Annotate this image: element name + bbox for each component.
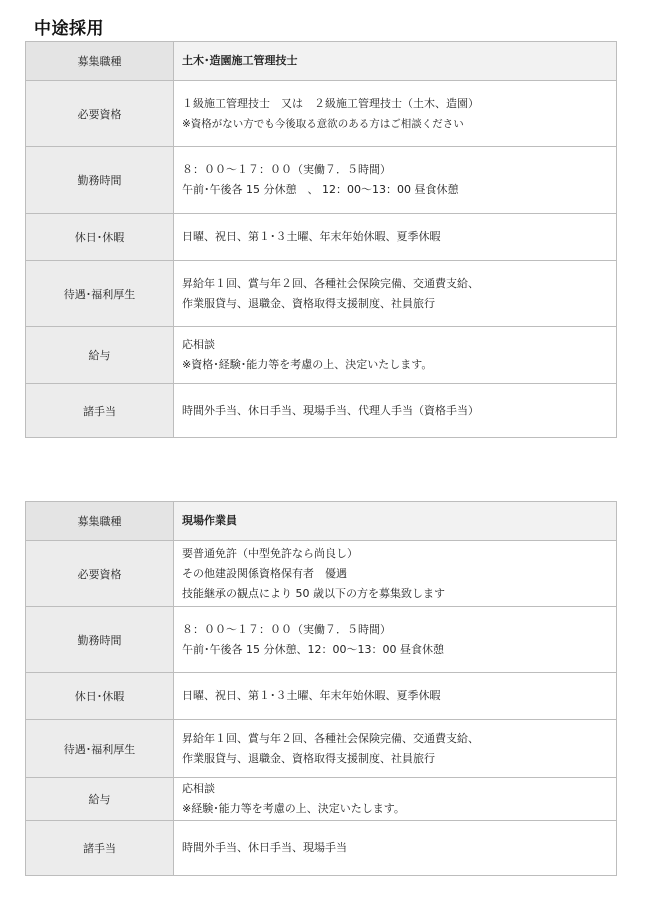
value-qualification <box>174 81 617 147</box>
value-holidays <box>174 214 617 261</box>
label-salary: 給与 <box>26 778 174 821</box>
value-position <box>174 502 617 541</box>
value-holidays <box>174 673 617 720</box>
label-position: 募集職種 <box>26 42 174 81</box>
row-working-hours <box>26 607 617 673</box>
value-line: ※資格･経験･能力等を考慮の上、決定いたします。 <box>182 358 433 371</box>
value-salary <box>174 327 617 384</box>
value-line: 午前･午後各 15 分休憩 、 12：00～13：00 昼食休憩 <box>182 183 459 196</box>
value-line: 日曜、祝日、第１･３土曜、年末年始休暇、夏季休暇 <box>182 230 441 243</box>
value-working-hours <box>174 147 617 214</box>
label-allowances: 諸手当 <box>26 384 174 438</box>
value-line: その他建設関係資格保有者 優遇 <box>182 566 347 580</box>
row-salary <box>26 778 617 821</box>
value-line: ※経験･能力等を考慮の上、決定いたします。 <box>182 802 405 815</box>
value-line: 土木･造園施工管理技士 <box>182 54 298 67</box>
label-benefits: 待遇･福利厚生 <box>26 720 174 778</box>
value-line: ※資格がない方でも今後取る意欲のある方はご相談ください <box>182 117 464 130</box>
label-holidays: 休日･休暇 <box>26 214 174 261</box>
row-allowances <box>26 384 617 438</box>
value-qualification <box>174 541 617 607</box>
row-qualification <box>26 541 617 607</box>
value-line: １級施工管理技士 又は ２級施工管理技士（土木、造園） <box>182 96 479 110</box>
job-table-civil-engineer <box>25 41 617 438</box>
label-qualification: 必要資格 <box>26 541 174 607</box>
label-holidays: 休日･休暇 <box>26 673 174 720</box>
row-holidays <box>26 673 617 720</box>
label-allowances: 諸手当 <box>26 821 174 876</box>
value-line: 午前･午後各 15 分休憩、12：00～13：00 昼食休憩 <box>182 642 444 656</box>
value-benefits <box>174 720 617 778</box>
row-working-hours <box>26 147 617 214</box>
value-line: 応相談 <box>182 782 215 795</box>
value-position <box>174 42 617 81</box>
label-position: 募集職種 <box>26 502 174 541</box>
value-working-hours <box>174 607 617 673</box>
label-working-hours: 勤務時間 <box>26 147 174 214</box>
value-allowances <box>174 384 617 438</box>
label-working-hours: 勤務時間 <box>26 607 174 673</box>
value-line: 時間外手当、休日手当、現場手当、代理人手当（資格手当） <box>182 403 479 417</box>
value-salary <box>174 778 617 821</box>
value-line: 日曜、祝日、第１･３土曜、年末年始休暇、夏季休暇 <box>182 689 441 702</box>
row-benefits <box>26 261 617 327</box>
row-benefits <box>26 720 617 778</box>
row-qualification <box>26 81 617 147</box>
value-line: 応相談 <box>182 338 215 351</box>
value-line: ８：００～１７：００（実働７．５時間） <box>182 622 391 636</box>
value-line: 作業服貸与、退職金、資格取得支援制度、社員旅行 <box>182 296 435 310</box>
row-holidays <box>26 214 617 261</box>
value-line: 要普通免許（中型免許なら尚良し） <box>182 546 358 560</box>
value-line: 昇給年１回、賞与年２回、各種社会保険完備、交通費支給、 <box>182 276 479 290</box>
value-line: 技能継承の観点により 50 歳以下の方を募集致します <box>182 586 445 600</box>
page-title: 中途採用 <box>34 19 104 39</box>
value-benefits <box>174 261 617 327</box>
value-line: ８：００～１７：００（実働７．５時間） <box>182 163 391 176</box>
value-line: 現場作業員 <box>182 514 237 527</box>
value-line: 昇給年１回、賞与年２回、各種社会保険完備、交通費支給、 <box>182 731 479 745</box>
row-allowances <box>26 821 617 876</box>
value-line: 作業服貸与、退職金、資格取得支援制度、社員旅行 <box>182 751 435 765</box>
row-position <box>26 502 617 541</box>
label-benefits: 待遇･福利厚生 <box>26 261 174 327</box>
row-salary <box>26 327 617 384</box>
value-line: 時間外手当、休日手当、現場手当 <box>182 841 347 854</box>
job-table-field-worker <box>25 501 617 876</box>
row-position <box>26 42 617 81</box>
label-qualification: 必要資格 <box>26 81 174 147</box>
value-allowances <box>174 821 617 876</box>
label-salary: 給与 <box>26 327 174 384</box>
